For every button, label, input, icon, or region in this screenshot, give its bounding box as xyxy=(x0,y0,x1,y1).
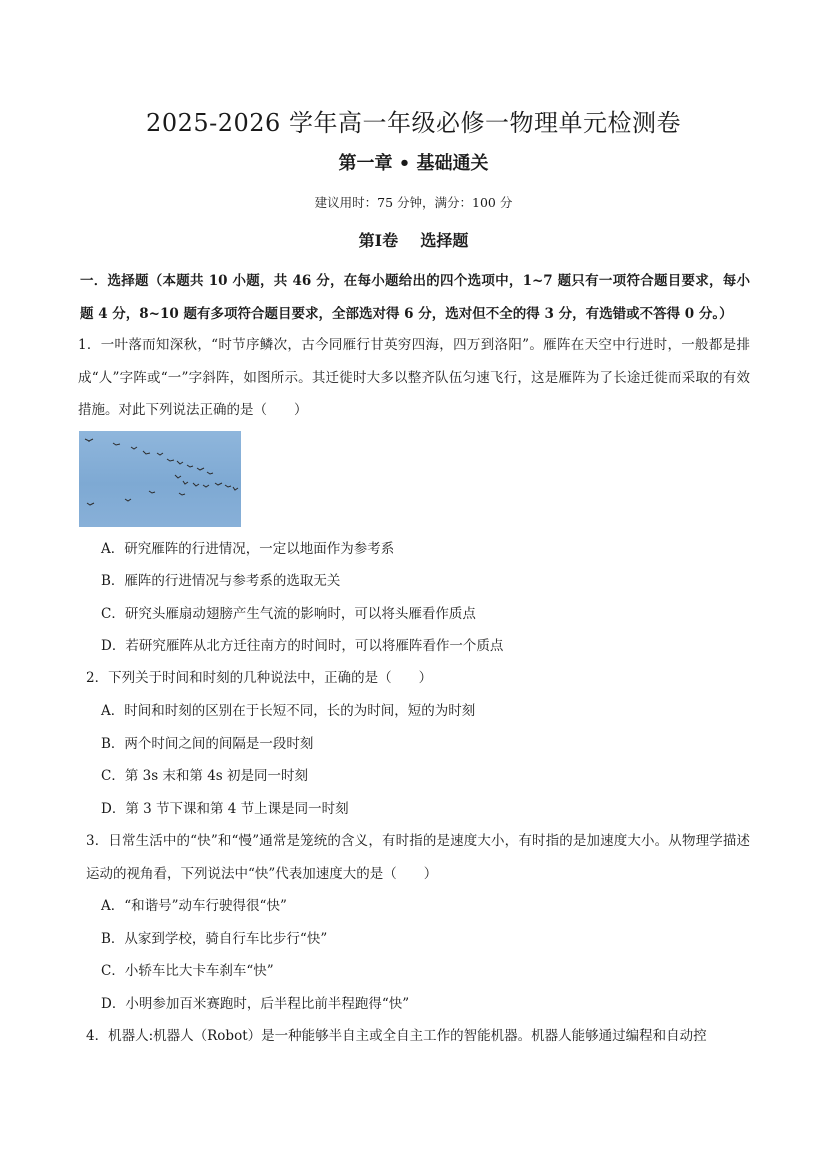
question-1-option-c: C．研究头雁扇动翅膀产生气流的影响时，可以将头雁看作质点 xyxy=(101,606,476,622)
question-2-option-b: B．两个时间之间的间隔是一段时刻 xyxy=(101,736,314,752)
question-1-option-a: A．研究雁阵的行进情况，一定以地面作为参考系 xyxy=(101,541,395,557)
exam-title: 2025-2026 学年高一年级必修一物理单元检测卷 xyxy=(146,109,681,137)
geese-formation-icon xyxy=(79,431,241,527)
question-3-option-b: B．从家到学校，骑自行车比步行“快” xyxy=(101,931,328,947)
question-3-option-a: A．“和谐号”动车行驶得很“快” xyxy=(101,898,287,914)
question-3-stem: 3．日常生活中的“快”和“慢”通常是笼统的含义，有时指的是速度大小，有时指的是加速度大小。从物理学描述运动的视角看，下列说法中“快”代表加速度大的是（ ） xyxy=(86,833,750,882)
question-1-option-d: D．若研究雁阵从北方迁往南方的时间时，可以将雁阵看作一个质点 xyxy=(101,638,504,654)
question-2-option-c: C．第 3s 末和第 4s 初是同一时刻 xyxy=(101,768,309,784)
question-3-option-c: C．小轿车比大卡车刹车“快” xyxy=(101,963,274,979)
question-2-option-a: A．时间和时刻的区别在于长短不同，长的为时间，短的为时刻 xyxy=(101,703,476,719)
wild-geese-photo xyxy=(79,431,241,527)
question-3-option-d: D．小明参加百米赛跑时，后半程比前半程跑得“快” xyxy=(101,996,410,1012)
chapter-subtitle: 第一章 • 基础通关 xyxy=(338,153,489,174)
question-1-option-b: B．雁阵的行进情况与参考系的选取无关 xyxy=(101,573,341,589)
section-instructions: 一．选择题（本题共 10 小题，共 46 分，在每小题给出的四个选项中，1~7 题只有一项符合题目要求，每小题 4 分，8~10 题有多项符合题目要求，全部选对得 6 分，选对但不全的得 3 分，有选错或不答得 0 分。） xyxy=(80,273,750,322)
time-score-info: 建议用时：75 分钟，满分：100 分 xyxy=(314,195,513,210)
question-2-stem: 2．下列关于时间和时刻的几种说法中，正确的是（ ） xyxy=(86,670,433,686)
question-2-option-d: D．第 3 节下课和第 4 节上课是同一时刻 xyxy=(101,801,349,817)
question-4-stem: 4．机器人:机器人（Robot）是一种能够半自主或全自主工作的智能机器。机器人能够通过编程和自动控 xyxy=(86,1028,707,1044)
question-1-stem: 1．一叶落而知深秋，“时节序鳞次，古今同雁行甘英穷四海，四万到洛阳”。雁阵在天空中行进时，一般都是排成“人”字阵或“一”字斜阵，如图所示。其迁徙时大多以整齐队伍匀速飞行，这是雁阵为了长途迁徙而采取的有效措施。对此下列说法正确的是（ ） xyxy=(78,337,750,418)
section-heading: 第Ⅰ卷 选择题 xyxy=(358,231,469,250)
